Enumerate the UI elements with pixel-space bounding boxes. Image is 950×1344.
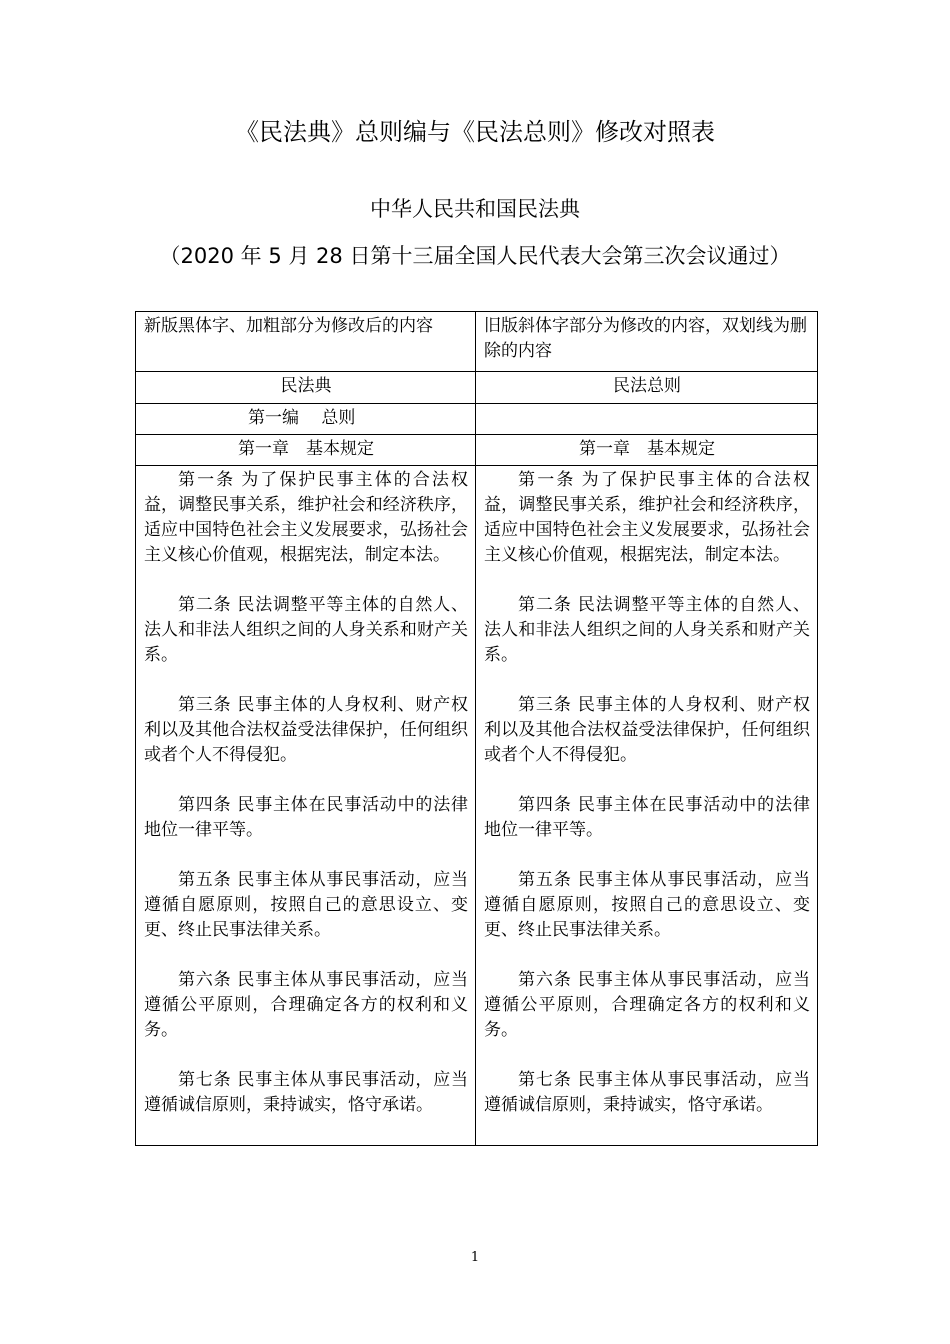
article-number: 第四条	[518, 795, 572, 815]
articles-row	[136, 466, 818, 1146]
article-paragraph	[484, 468, 810, 568]
article-paragraph	[144, 793, 468, 843]
article-number: 第三条	[518, 695, 572, 715]
articles-left-column	[136, 466, 476, 1146]
article-text: 民法调整平等主体的自然人、法人和非法人组织之间的人身关系和财产关系。	[484, 595, 811, 665]
article-text: 民事主体从事民事活动，应当遵循诚信原则，秉持诚实，恪守承诺。	[144, 1070, 469, 1115]
article-text: 民事主体从事民事活动，应当遵循自愿原则，按照自己的意思设立、变更、终止民事法律关系。	[144, 870, 469, 940]
article-number: 第一条	[178, 470, 236, 490]
article-paragraph	[144, 868, 468, 943]
part-row	[136, 404, 818, 435]
article-text: 民法调整平等主体的自然人、法人和非法人组织之间的人身关系和财产关系。	[144, 595, 469, 665]
chapter-right: 第一章 基本规定	[476, 435, 818, 466]
legend-left: 新版黑体字、加粗部分为修改后的内容	[136, 312, 476, 372]
article-number: 第一条	[518, 470, 576, 490]
column-header-row	[136, 372, 818, 404]
article-number: 第七条	[178, 1070, 232, 1090]
legend-row	[136, 312, 818, 372]
chapter-row	[136, 435, 818, 466]
page-number: 1	[470, 1250, 480, 1265]
article-number: 第三条	[178, 695, 232, 715]
article-paragraph	[484, 968, 810, 1043]
article-paragraph	[144, 693, 468, 768]
article-number: 第二条	[178, 595, 232, 615]
article-paragraph	[484, 693, 810, 768]
article-number: 第四条	[178, 795, 232, 815]
article-number: 第七条	[518, 1070, 572, 1090]
article-paragraph	[484, 868, 810, 943]
article-number: 第六条	[178, 970, 232, 990]
article-text: 为了保护民事主体的合法权益，调整民事关系，维护社会和经济秩序，适应中国特色社会主义发展要求，弘扬社会主义核心价值观，根据宪法，制定本法。	[144, 470, 469, 565]
article-paragraph	[484, 1068, 810, 1118]
law-name: 中华人民共和国民法典	[370, 197, 580, 221]
article-text: 民事主体在民事活动中的法律地位一律平等。	[484, 795, 811, 840]
article-text: 民事主体从事民事活动，应当遵循自愿原则，按照自己的意思设立、变更、终止民事法律关系。	[484, 870, 811, 940]
adoption-note: （2020 年 5 月 28 日第十三届全国人民代表大会第三次会议通过）	[159, 244, 791, 268]
article-text: 为了保护民事主体的合法权益，调整民事关系，维护社会和经济秩序，适应中国特色社会主义发展要求，弘扬社会主义核心价值观，根据宪法，制定本法。	[484, 470, 811, 565]
article-paragraph	[484, 593, 810, 668]
article-paragraph	[144, 593, 468, 668]
part-left: 第一编 总则	[136, 404, 476, 435]
article-text: 民事主体从事民事活动，应当遵循诚信原则，秉持诚实，恪守承诺。	[484, 1070, 811, 1115]
article-number: 第五条	[178, 870, 232, 890]
legend-right: 旧版斜体字部分为修改的内容，双划线为删除的内容	[476, 312, 818, 372]
article-number: 第六条	[518, 970, 572, 990]
column-header-right: 民法总则	[476, 372, 818, 404]
article-text: 民事主体在民事活动中的法律地位一律平等。	[144, 795, 469, 840]
article-paragraph	[484, 793, 810, 843]
document-title: 《民法典》总则编与《民法总则》修改对照表	[235, 118, 715, 146]
part-right	[476, 404, 818, 435]
articles-right-column	[476, 466, 818, 1146]
article-number: 第五条	[518, 870, 572, 890]
comparison-table	[135, 311, 818, 1146]
article-text: 民事主体的人身权利、财产权利以及其他合法权益受法律保护，任何组织或者个人不得侵犯。	[484, 695, 811, 765]
article-text: 民事主体的人身权利、财产权利以及其他合法权益受法律保护，任何组织或者个人不得侵犯。	[144, 695, 469, 765]
column-header-left: 民法典	[136, 372, 476, 404]
article-paragraph	[144, 1068, 468, 1118]
article-text: 民事主体从事民事活动，应当遵循公平原则，合理确定各方的权利和义务。	[484, 970, 811, 1040]
chapter-left: 第一章 基本规定	[136, 435, 476, 466]
article-text: 民事主体从事民事活动，应当遵循公平原则，合理确定各方的权利和义务。	[144, 970, 469, 1040]
article-paragraph	[144, 968, 468, 1043]
article-paragraph	[144, 468, 468, 568]
article-number: 第二条	[518, 595, 572, 615]
